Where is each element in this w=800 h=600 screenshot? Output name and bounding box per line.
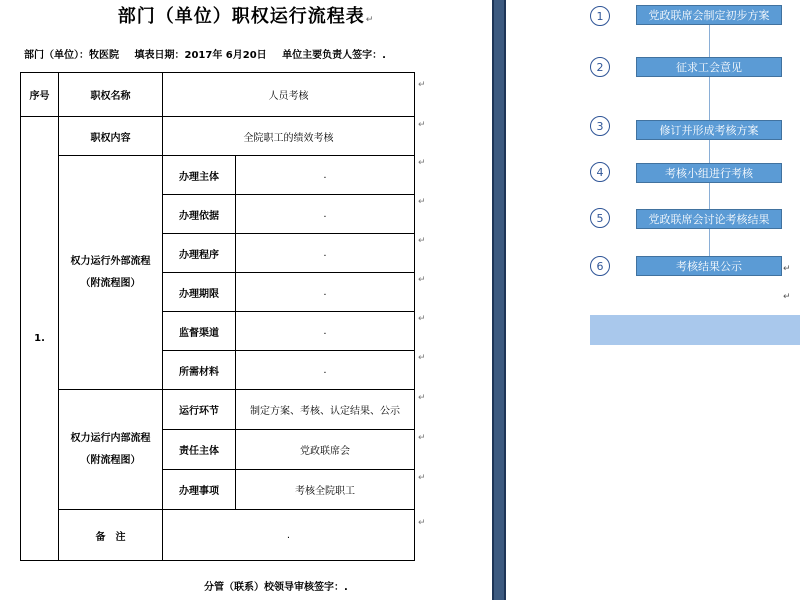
flow-step-box: 党政联席会制定初步方案 [636, 5, 782, 25]
internal-label-line2: （附流程图） [80, 454, 141, 466]
external-row-label: 办理程序 [163, 234, 236, 273]
external-row-value: . [236, 351, 415, 390]
seq-value: 1. [21, 117, 59, 561]
title-text: 部门（单位）职权运行流程表 [117, 6, 365, 27]
paragraph-mark: ↵ [365, 15, 375, 25]
row-end-mark: ↵ [418, 275, 426, 285]
external-row-label: 办理主体 [163, 156, 236, 195]
flow-step-box: 征求工会意见 [636, 57, 782, 77]
row-end-mark: ↵ [418, 433, 426, 443]
external-row-value: . [236, 195, 415, 234]
row-end-mark: ↵ [418, 120, 426, 130]
internal-row-label: 责任主体 [163, 430, 236, 470]
internal-row-value: 党政联席会 [236, 430, 415, 470]
paragraph-mark: ↵ [783, 292, 791, 302]
external-label-line2: （附流程图） [80, 277, 141, 289]
external-row-label: 所需材料 [163, 351, 236, 390]
external-row-label: 监督渠道 [163, 312, 236, 351]
date-field: 填表日期：2017年 6月20日 [134, 50, 267, 61]
flow-step-box: 党政联席会讨论考核结果 [636, 209, 782, 229]
external-row-value: . [236, 234, 415, 273]
step-number-circle: 5 [590, 208, 610, 228]
external-row-label: 办理期限 [163, 273, 236, 312]
seq-header: 序号 [21, 73, 59, 117]
step-number-circle: 2 [590, 57, 610, 77]
remarks-label: 备 注 [59, 510, 163, 561]
remarks-value: . [163, 510, 415, 561]
table-row [21, 510, 415, 561]
row-end-mark: ↵ [418, 80, 426, 90]
internal-row-label: 办理事项 [163, 470, 236, 510]
table-row [21, 390, 415, 430]
duty-name-value: 人员考核 [163, 73, 415, 117]
table-row [21, 73, 415, 117]
paragraph-mark: ↵ [783, 264, 791, 274]
internal-row-value: 制定方案、考核、认定结果、公示 [236, 390, 415, 430]
flow-step-box: 修订并形成考核方案 [636, 120, 782, 140]
external-process-label [59, 156, 163, 390]
row-end-mark: ↵ [418, 197, 426, 207]
content-label: 职权内容 [59, 117, 163, 156]
table-row [21, 156, 415, 195]
duty-name-label: 职权名称 [59, 73, 163, 117]
internal-row-value: 考核全院职工 [236, 470, 415, 510]
external-row-value: . [236, 156, 415, 195]
internal-row-label: 运行环节 [163, 390, 236, 430]
row-end-mark: ↵ [418, 518, 426, 528]
content-value: 全院职工的绩效考核 [163, 117, 415, 156]
row-end-mark: ↵ [418, 236, 426, 246]
duty-table [20, 72, 415, 561]
step-number-circle: 6 [590, 256, 610, 276]
internal-label-line1: 权力运行内部流程 [70, 432, 151, 444]
step-number-circle: 1 [590, 6, 610, 26]
department-field: 部门（单位）：牧医院 [24, 50, 119, 61]
row-end-mark: ↵ [418, 353, 426, 363]
document-title [0, 2, 492, 28]
external-row-value: . [236, 273, 415, 312]
highlight-bar [590, 315, 800, 345]
signer-field: 单位主要负责人签字：. [282, 50, 386, 61]
divider-edge [492, 0, 494, 600]
flow-step-box: 考核结果公示 [636, 256, 782, 276]
internal-process-label [59, 390, 163, 510]
footer-signature: 分管（联系）校领导审核签字：. [204, 582, 348, 593]
page-divider [492, 0, 506, 600]
row-end-mark: ↵ [418, 158, 426, 168]
info-line [24, 46, 484, 61]
row-end-mark: ↵ [418, 393, 426, 403]
flowchart-page [506, 0, 800, 600]
flow-step-box: 考核小组进行考核 [636, 163, 782, 183]
step-number-circle: 3 [590, 116, 610, 136]
row-end-mark: ↵ [418, 314, 426, 324]
row-end-mark: ↵ [418, 473, 426, 483]
external-label-line1: 权力运行外部流程 [70, 255, 151, 267]
step-number-circle: 4 [590, 162, 610, 182]
external-row-value: . [236, 312, 415, 351]
table-row [21, 117, 415, 156]
external-row-label: 办理依据 [163, 195, 236, 234]
